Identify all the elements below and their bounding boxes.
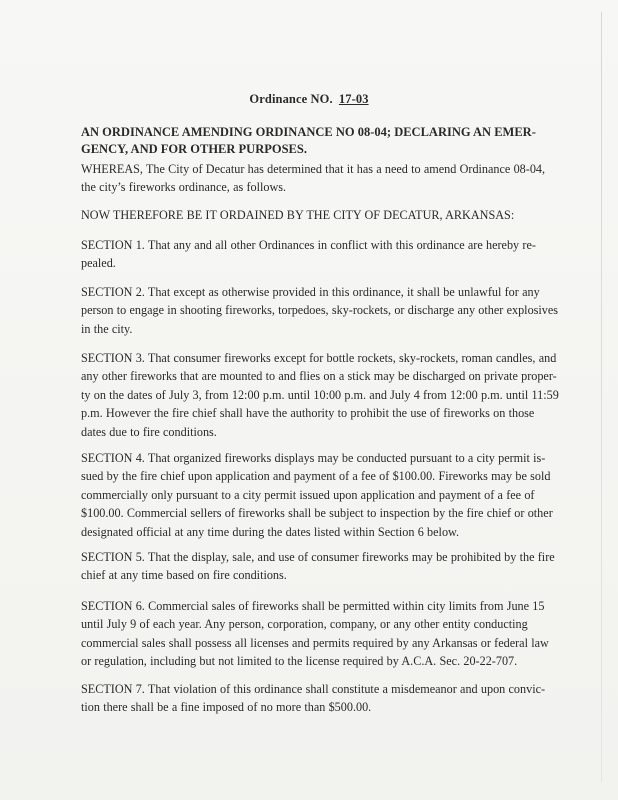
- section-1-paragraph: [81, 236, 551, 273]
- heading-line: GENCY, AND FOR OTHER PURPOSES.: [81, 141, 307, 156]
- section-2-paragraph: [81, 283, 559, 338]
- section-7-paragraph: [81, 680, 551, 717]
- ordained-paragraph: [81, 206, 551, 224]
- paragraph-line: chief at any time based on fire conditions.: [81, 568, 287, 583]
- paragraph-line: or regulation, including but not limited to the license required by A.C.A. Sec. 20-22-707.: [81, 654, 518, 669]
- section-6-paragraph: [81, 597, 551, 671]
- paragraph-line: in the city.: [81, 321, 133, 336]
- paragraph-line: commercial sales shall possess all licenses and permits required by any Arkansas or federal law: [81, 635, 549, 650]
- paragraph-line: SECTION 2. That except as otherwise provided in this ordinance, it shall be unlawful for any: [81, 285, 540, 299]
- ordinance-title: [0, 92, 618, 107]
- paragraph-line: NOW THEREFORE BE IT ORDAINED BY THE CITY OF DECATUR, ARKANSAS:: [81, 208, 515, 222]
- paragraph-line: $100.00. Commercial sellers of fireworks shall be subject to inspection by the fire chief or other: [81, 506, 553, 521]
- section-4-paragraph: [81, 449, 551, 541]
- paragraph-line: ty on the dates of July 3, from 12:00 p.m. until 10:00 p.m. and July 4 from 12:00 p.m. until 11:59: [81, 387, 559, 402]
- paragraph-line: person to engage in shooting fireworks, torpedoes, sky-rockets, or discharge any other explosives: [81, 303, 559, 318]
- section-5-paragraph: [81, 548, 555, 585]
- paragraph-line: pealed.: [81, 256, 116, 271]
- paragraph-line: SECTION 6. Commercial sales of fireworks shall be permitted within city limits from June 15: [81, 599, 545, 613]
- heading-line: AN ORDINANCE AMENDING ORDINANCE NO 08-04; DECLARING AN EMER-: [81, 125, 536, 139]
- paragraph-line: any other fireworks that are mounted to and flies on a stick may be discharged on private proper-: [81, 369, 557, 384]
- paragraph-line: SECTION 1. That any and all other Ordinances in conflict with this ordinance are hereby re-: [81, 238, 536, 252]
- section-3-paragraph: [81, 349, 559, 441]
- paragraph-line: WHEREAS, The City of Decatur has determined that it has a need to amend Ordinance 08-04,: [81, 162, 546, 176]
- paragraph-line: until July 9 of each year. Any person, corporation, company, or any other entity conducting: [81, 617, 528, 632]
- paragraph-line: p.m. However the fire chief shall have the authority to prohibit the use of fireworks on those: [81, 406, 535, 421]
- paragraph-line: sued by the fire chief upon application and payment of a fee of $100.00. Fireworks may be sold: [81, 469, 551, 484]
- paragraph-line: designated official at any time during the dates listed within Section 6 below.: [81, 524, 460, 539]
- paragraph-line: commercially only pursuant to a city permit issued upon application and payment of a fee of: [81, 487, 535, 502]
- ordinance-title-label: Ordinance NO.: [249, 92, 333, 106]
- paragraph-line: the city’s fireworks ordinance, as follows.: [81, 180, 287, 195]
- paragraph-line: SECTION 4. That organized fireworks displays may be conducted pursuant to a city permit is-: [81, 451, 546, 465]
- paragraph-line: tion there shall be a fine imposed of no more than $500.00.: [81, 700, 372, 715]
- ordinance-number: 17-03: [338, 92, 369, 106]
- paragraph-line: SECTION 3. That consumer fireworks except for bottle rockets, sky-rockets, roman candles, and: [81, 351, 557, 365]
- ordinance-heading: [81, 124, 536, 157]
- paragraph-line: SECTION 7. That violation of this ordinance shall constitute a misdemeanor and upon convic-: [81, 682, 546, 696]
- whereas-paragraph: [81, 160, 551, 197]
- paragraph-line: dates due to fire conditions.: [81, 424, 217, 439]
- scan-edge-line: [601, 12, 602, 782]
- paragraph-line: SECTION 5. That the display, sale, and use of consumer fireworks may be prohibited by the fire: [81, 550, 555, 564]
